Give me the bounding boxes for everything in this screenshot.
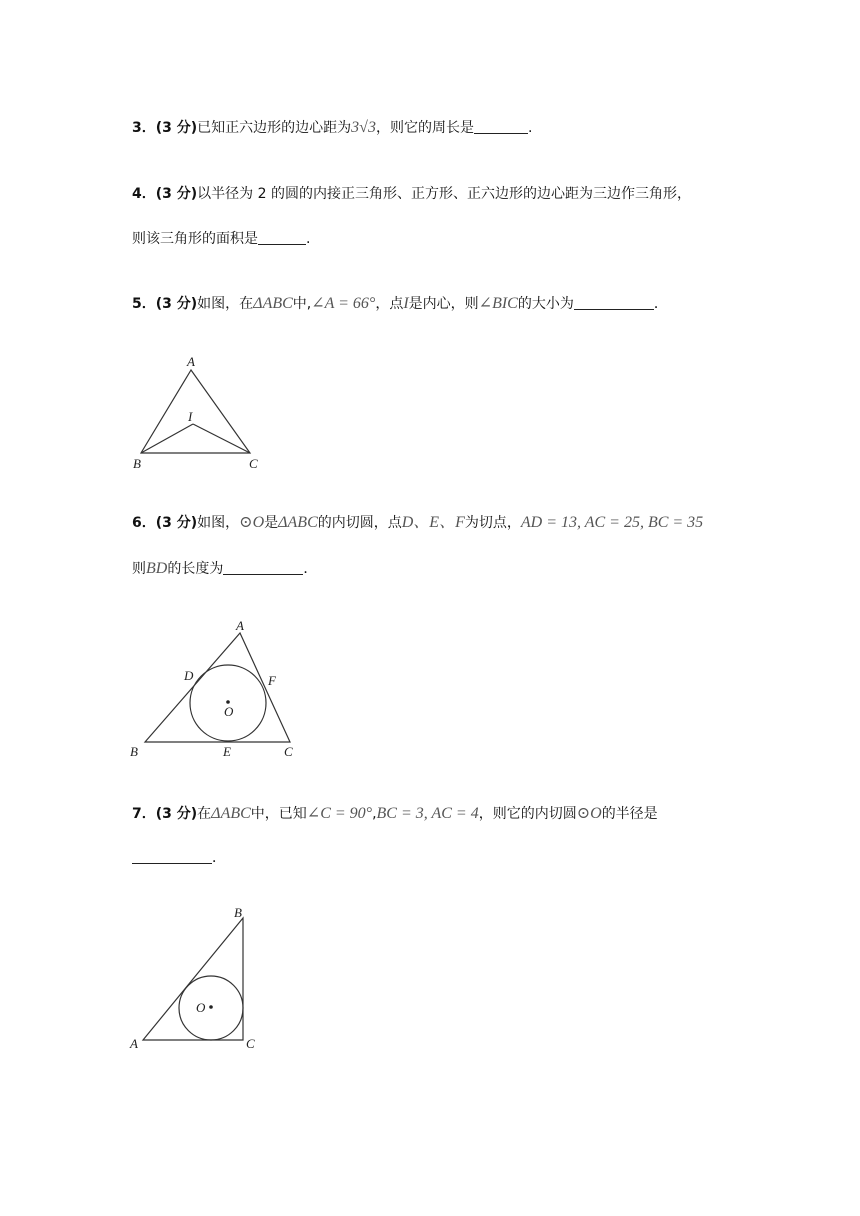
question-number: 7． [132,806,156,822]
triangle-abc [143,918,243,1040]
question-text: 如图， [197,515,240,531]
question-text: 是内心，则 [408,296,479,312]
question-end: ． [212,850,226,866]
math-expression: ∠A = 66° [311,295,376,312]
center-o-dot [209,1005,213,1009]
label-e: E [223,744,231,759]
label-o: O [196,1000,206,1015]
question-points: (3 分) [155,806,198,822]
triangle-abc [141,370,250,453]
question-points: (3 分) [155,120,198,136]
math-expression: 3√3 [351,119,376,136]
segment-bi [141,424,193,453]
question-text: ，则它的内切圆 [478,806,577,822]
segment-ci [193,424,250,453]
question-end: . [527,120,533,136]
math-expression: BC = 3, AC = 4 [376,805,479,822]
question-number: 6． [132,515,156,531]
question-text: ，则它的周长是 [375,120,474,136]
question-text: , [372,806,377,822]
math-expression: ∠BIC [478,295,518,312]
label-c: C [284,744,293,759]
label-f: F [268,673,276,688]
question-text: 的半径是 [601,806,658,822]
question-text: 是 [264,515,279,531]
question-text: 中，已知 [250,806,307,822]
question-number: 3． [132,120,156,136]
question-text: ，点 [375,296,404,312]
question-points: (3 分) [155,186,198,202]
question-text: 的大小为 [517,296,574,312]
label-c: C [249,456,258,471]
question-end: ． [303,561,318,577]
label-b: B [133,456,141,471]
math-expression: I [403,295,409,312]
label-a: A [236,618,244,633]
question-text: 则该三角形的面积是 [132,231,258,247]
label-b: B [234,905,242,920]
question-text: 的长度为 [167,561,224,577]
question-text: 已知正六边形的边心距为 [197,120,352,136]
question-text: 中, [292,296,312,312]
question-points: (3 分) [155,515,198,531]
question-points: (3 分) [155,296,198,312]
label-d: D [184,668,194,683]
question-text: 以半径为 2 的圆的内接正三角形、正方形、正六边形的边心距为三边作三角形， [197,186,691,202]
question-text: 的内切圆，点 [317,515,402,531]
question-text: 如图，在 [197,296,254,312]
label-c: C [246,1036,255,1051]
math-expression: ⊙O [576,805,602,822]
question-end: ． [653,296,668,312]
label-a: A [187,354,195,369]
math-expression: ΔABC [211,805,251,822]
label-b: B [130,744,138,759]
math-expression: D、E、F [401,514,465,531]
question-text: 在 [197,806,212,822]
question-text: 则 [132,561,146,577]
math-expression: ΔABC [278,514,318,531]
question-text: 为切点， [464,515,521,531]
label-o: O [224,704,234,719]
question-end: . [306,231,311,247]
question-number: 5． [132,296,156,312]
question-number: 4． [132,186,156,202]
figure-q5 [141,370,250,453]
math-expression: ∠C = 90° [306,805,373,822]
math-expression: ⊙O [239,514,265,531]
math-expression: BD [146,560,168,577]
math-expression: ΔABC [253,295,293,312]
label-a: A [130,1036,138,1051]
math-expression: AD = 13, AC = 25, BC = 35 [520,514,704,531]
label-i: I [188,409,193,424]
figure-q7 [143,918,243,1040]
